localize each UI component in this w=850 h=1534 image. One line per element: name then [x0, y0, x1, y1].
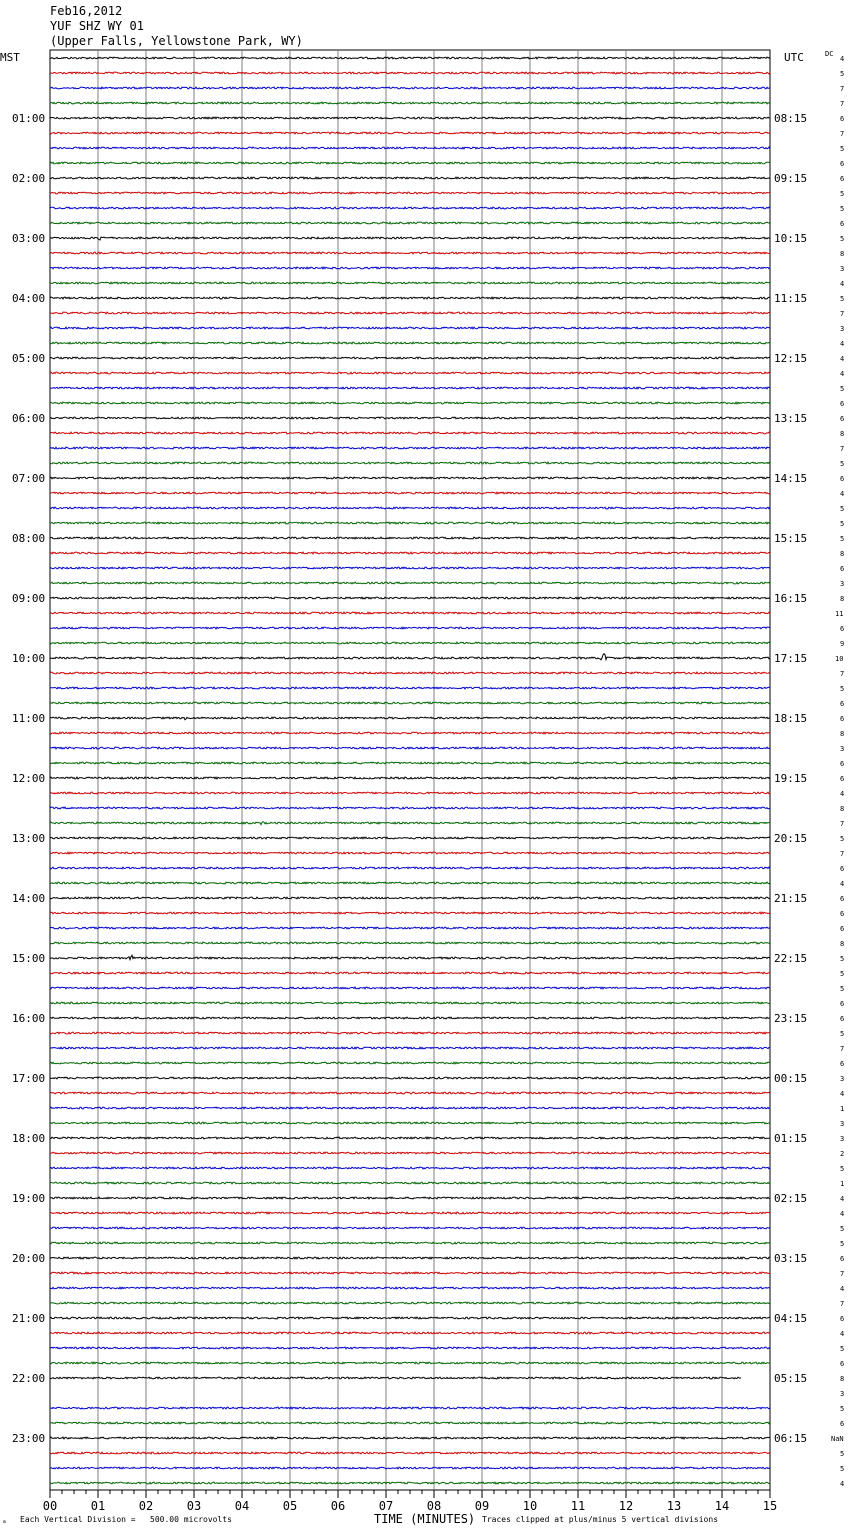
row-value-label: 8	[840, 730, 845, 738]
row-value-label: 4	[840, 1210, 845, 1218]
trace-row-24	[50, 417, 770, 419]
trace-row-52	[50, 837, 770, 839]
x-tick-label: 09	[474, 1499, 490, 1513]
trace-row-28	[50, 477, 770, 479]
trace-row-42	[50, 687, 770, 689]
trace-row-62	[50, 987, 770, 989]
trace-row-95	[50, 1482, 770, 1484]
trace-row-51	[50, 822, 770, 825]
trace-row-26	[50, 447, 770, 449]
row-value-label: 6	[840, 400, 845, 408]
trace-row-53	[50, 852, 770, 854]
x-tick-label: 11	[570, 1499, 586, 1513]
trace-row-30	[50, 507, 770, 509]
row-value-label: 4	[840, 340, 845, 348]
trace-row-14	[50, 267, 770, 269]
dc-label: DC	[825, 50, 834, 58]
trace-row-22	[50, 387, 770, 389]
row-value-label: 6	[840, 475, 845, 483]
utc-hour-label: 22:15	[774, 952, 808, 965]
row-value-label: 7	[840, 1270, 845, 1278]
trace-row-85	[50, 1332, 770, 1334]
utc-hour-label: 19:15	[774, 772, 808, 785]
row-value-label: 1	[840, 1105, 845, 1113]
mst-hour-label: 12:00	[12, 772, 46, 785]
trace-row-43	[50, 702, 770, 704]
row-value-label: 7	[840, 130, 845, 138]
row-value-label: 5	[840, 1450, 845, 1458]
trace-row-13	[50, 252, 770, 254]
utc-hour-label: 16:15	[774, 592, 808, 605]
trace-row-55	[50, 882, 770, 884]
row-value-label: 4	[840, 370, 845, 378]
x-tick-label: 06	[330, 1499, 346, 1513]
row-value-label: 7	[840, 445, 845, 453]
row-value-label: 5	[840, 955, 845, 963]
trace-row-57	[50, 912, 770, 914]
trace-row-37	[50, 612, 770, 614]
mst-axis-label: MST	[0, 51, 20, 64]
row-value-label: 6	[840, 1000, 845, 1008]
mst-hour-label: 22:00	[12, 1372, 46, 1385]
row-value-label: 6	[840, 1315, 845, 1323]
trace-row-78	[50, 1227, 770, 1229]
mst-hour-label: 10:00	[12, 652, 46, 665]
row-value-label: 6	[840, 760, 845, 768]
mst-hour-label: 07:00	[12, 472, 46, 485]
row-value-label: 3	[840, 745, 845, 753]
row-value-label: 5	[840, 70, 845, 78]
row-value-label: 3	[840, 1075, 845, 1083]
utc-hour-label: 02:15	[774, 1192, 808, 1205]
row-value-label: 7	[840, 100, 845, 108]
row-value-label: 4	[840, 1285, 845, 1293]
row-value-label: 4	[840, 55, 845, 63]
row-value-label: 6	[840, 700, 845, 708]
trace-row-60	[50, 955, 770, 959]
row-value-label: 8	[840, 430, 845, 438]
row-value-label: 6	[840, 1255, 845, 1263]
row-value-label: 5	[840, 505, 845, 513]
mst-hour-label: 19:00	[12, 1192, 46, 1205]
trace-row-49	[50, 792, 770, 794]
trace-row-90	[50, 1407, 770, 1409]
trace-row-46	[50, 747, 770, 749]
mst-hour-label: 11:00	[12, 712, 46, 725]
trace-row-93	[50, 1452, 770, 1454]
trace-row-40	[50, 654, 770, 660]
trace-row-63	[50, 1002, 770, 1004]
row-value-label: 4	[840, 1090, 845, 1098]
utc-hour-label: 03:15	[774, 1252, 808, 1265]
trace-row-29	[50, 492, 770, 494]
trace-row-2	[50, 87, 770, 89]
row-value-label: 10	[835, 655, 844, 663]
utc-hour-label: 13:15	[774, 412, 808, 425]
trace-row-91	[50, 1422, 770, 1424]
mst-hour-label: 02:00	[12, 172, 46, 185]
trace-row-81	[50, 1272, 770, 1274]
trace-row-80	[50, 1257, 770, 1259]
row-value-label: 3	[840, 580, 845, 588]
row-value-label: 4	[840, 280, 845, 288]
mst-hour-label: 03:00	[12, 232, 46, 245]
mst-hour-label: 08:00	[12, 532, 46, 545]
trace-row-3	[50, 102, 770, 104]
trace-row-9	[50, 192, 770, 194]
row-value-label: 1	[840, 1180, 845, 1188]
trace-row-74	[50, 1167, 770, 1169]
clip-note: Traces clipped at plus/minus 5 vertical divisions	[482, 1515, 719, 1524]
utc-hour-label: 17:15	[774, 652, 808, 665]
trace-row-16	[50, 297, 770, 299]
row-value-label: 3	[840, 1135, 845, 1143]
x-tick-label: 02	[138, 1499, 154, 1513]
trace-row-18	[50, 327, 770, 329]
row-value-label: 6	[840, 1015, 845, 1023]
row-value-label: 4	[840, 355, 845, 363]
row-value-label: 6	[840, 1420, 845, 1428]
row-value-label: 4	[840, 790, 845, 798]
x-tick-label: 08	[426, 1499, 442, 1513]
trace-row-86	[50, 1347, 770, 1349]
trace-row-0	[50, 57, 770, 59]
row-value-label: 6	[840, 115, 845, 123]
trace-row-58	[50, 927, 770, 929]
row-value-label: 6	[840, 1060, 845, 1068]
utc-hour-label: 18:15	[774, 712, 808, 725]
x-tick-label: 07	[378, 1499, 394, 1513]
trace-row-10	[50, 207, 770, 209]
x-axis-title: TIME (MINUTES)	[374, 1512, 476, 1526]
row-value-label: 8	[840, 550, 845, 558]
utc-hour-label: 04:15	[774, 1312, 808, 1325]
row-value-label: 6	[840, 415, 845, 423]
row-value-label: 5	[840, 190, 845, 198]
utc-hour-label: 00:15	[774, 1072, 808, 1085]
utc-hour-label: 14:15	[774, 472, 808, 485]
row-value-label: 4	[840, 1330, 845, 1338]
row-value-label: 5	[840, 1225, 845, 1233]
row-value-label: 5	[840, 535, 845, 543]
mst-hour-label: 16:00	[12, 1012, 46, 1025]
trace-row-88	[50, 1377, 741, 1379]
row-value-label: 5	[840, 205, 845, 213]
trace-row-23	[50, 402, 770, 404]
mst-hour-label: 09:00	[12, 592, 46, 605]
utc-hour-label: 01:15	[774, 1132, 808, 1145]
trace-row-61	[50, 972, 770, 974]
x-tick-label: 04	[234, 1499, 250, 1513]
mst-hour-label: 01:00	[12, 112, 46, 125]
trace-row-48	[50, 777, 770, 779]
trace-row-20	[50, 357, 770, 359]
row-value-label: 6	[840, 775, 845, 783]
trace-row-38	[50, 627, 770, 629]
row-value-label: 4	[840, 490, 845, 498]
row-value-label: 6	[840, 715, 845, 723]
utc-hour-label: 06:15	[774, 1432, 808, 1445]
mst-hour-label: 15:00	[12, 952, 46, 965]
row-value-label: 5	[840, 970, 845, 978]
trace-row-75	[50, 1182, 770, 1184]
row-value-label: 4	[840, 1480, 845, 1488]
row-value-label: 3	[840, 1120, 845, 1128]
row-value-label: 4	[840, 1195, 845, 1203]
utc-hour-label: 09:15	[774, 172, 808, 185]
row-value-label: 5	[840, 1240, 845, 1248]
x-tick-label: 01	[90, 1499, 106, 1513]
utc-axis-label: UTC	[784, 51, 804, 64]
trace-row-68	[50, 1077, 770, 1079]
mst-hour-label: 17:00	[12, 1072, 46, 1085]
x-tick-label: 10	[522, 1499, 538, 1513]
trace-row-84	[50, 1317, 770, 1319]
utc-hour-label: 11:15	[774, 292, 808, 305]
row-value-label: 6	[840, 895, 845, 903]
row-value-label: 5	[840, 460, 845, 468]
trace-row-56	[50, 897, 770, 899]
trace-row-50	[50, 807, 770, 809]
utc-hour-label: 05:15	[774, 1372, 808, 1385]
row-value-label: 7	[840, 310, 845, 318]
row-value-label: 3	[840, 265, 845, 273]
trace-row-31	[50, 522, 770, 524]
trace-row-44	[50, 717, 770, 720]
row-value-label: 5	[840, 685, 845, 693]
trace-row-94	[50, 1467, 770, 1469]
utc-hour-label: 10:15	[774, 232, 808, 245]
header-station: YUF SHZ WY 01	[50, 19, 144, 33]
trace-row-83	[50, 1302, 770, 1304]
row-value-label: 8	[840, 805, 845, 813]
row-value-label: 5	[840, 145, 845, 153]
trace-row-54	[50, 867, 770, 869]
utc-hour-label: 08:15	[774, 112, 808, 125]
trace-row-64	[50, 1017, 770, 1019]
trace-row-69	[50, 1092, 770, 1094]
x-tick-label: 05	[282, 1499, 298, 1513]
mst-hour-label: 21:00	[12, 1312, 46, 1325]
x-tick-label: 00	[42, 1499, 58, 1513]
trace-row-72	[50, 1137, 770, 1139]
trace-row-45	[50, 732, 770, 734]
row-value-label: 11	[835, 610, 844, 618]
trace-row-67	[50, 1062, 770, 1064]
row-value-label: 5	[840, 1165, 845, 1173]
mst-hour-label: 23:00	[12, 1432, 46, 1445]
row-value-label: 5	[840, 520, 845, 528]
trace-row-7	[50, 162, 770, 164]
trace-row-5	[50, 132, 770, 134]
row-value-label: NaN	[831, 1435, 844, 1443]
trace-row-59	[50, 942, 770, 944]
row-value-label: 6	[840, 625, 845, 633]
corner-mark: ₘ	[2, 1516, 7, 1525]
row-value-label: 5	[840, 235, 845, 243]
row-value-label: 7	[840, 85, 845, 93]
trace-row-41	[50, 672, 770, 674]
x-tick-label: 12	[618, 1499, 634, 1513]
row-value-label: 2	[840, 1150, 845, 1158]
trace-row-27	[50, 462, 770, 464]
row-value-label: 8	[840, 1375, 845, 1383]
row-value-label: 5	[840, 985, 845, 993]
row-value-label: 8	[840, 250, 845, 258]
trace-row-11	[50, 222, 770, 224]
row-value-label: 5	[840, 385, 845, 393]
mst-hour-label: 13:00	[12, 832, 46, 845]
trace-row-32	[50, 537, 770, 539]
row-value-label: 7	[840, 850, 845, 858]
trace-row-6	[50, 147, 770, 149]
trace-row-92	[50, 1437, 770, 1439]
trace-row-12	[50, 237, 770, 240]
x-tick-label: 03	[186, 1499, 202, 1513]
trace-row-71	[50, 1122, 770, 1124]
trace-row-76	[50, 1197, 770, 1199]
trace-row-8	[50, 177, 770, 179]
row-value-label: 6	[840, 1360, 845, 1368]
trace-row-35	[50, 582, 770, 584]
row-value-label: 6	[840, 865, 845, 873]
trace-row-25	[50, 432, 770, 434]
trace-row-73	[50, 1152, 770, 1154]
trace-row-17	[50, 312, 770, 314]
x-tick-label: 15	[762, 1499, 778, 1513]
row-value-label: 6	[840, 565, 845, 573]
row-value-label: 5	[840, 1465, 845, 1473]
row-value-label: 6	[840, 220, 845, 228]
trace-row-19	[50, 342, 770, 344]
header-location: (Upper Falls, Yellowstone Park, WY)	[50, 34, 303, 48]
trace-row-39	[50, 642, 770, 644]
row-value-label: 5	[840, 835, 845, 843]
trace-row-70	[50, 1107, 770, 1109]
trace-row-47	[50, 762, 770, 764]
row-value-label: 8	[840, 940, 845, 948]
mst-hour-label: 18:00	[12, 1132, 46, 1145]
mst-hour-label: 06:00	[12, 412, 46, 425]
row-value-label: 7	[840, 1300, 845, 1308]
trace-row-77	[50, 1212, 770, 1214]
row-value-label: 8	[840, 595, 845, 603]
trace-row-1	[50, 72, 770, 74]
trace-row-34	[50, 567, 770, 569]
x-tick-label: 14	[714, 1499, 730, 1513]
trace-row-33	[50, 552, 770, 554]
trace-row-15	[50, 282, 770, 284]
mst-hour-label: 05:00	[12, 352, 46, 365]
trace-row-21	[50, 372, 770, 374]
mst-hour-label: 04:00	[12, 292, 46, 305]
utc-hour-label: 20:15	[774, 832, 808, 845]
row-value-label: 6	[840, 925, 845, 933]
x-tick-label: 13	[666, 1499, 682, 1513]
trace-row-4	[50, 117, 770, 119]
row-value-label: 5	[840, 1030, 845, 1038]
row-value-label: 3	[840, 1390, 845, 1398]
trace-row-79	[50, 1242, 770, 1244]
trace-row-66	[50, 1047, 770, 1049]
utc-hour-label: 23:15	[774, 1012, 808, 1025]
row-value-label: 6	[840, 160, 845, 168]
row-value-label: 5	[840, 1345, 845, 1353]
row-value-label: 5	[840, 1405, 845, 1413]
mst-hour-label: 14:00	[12, 892, 46, 905]
header-date: Feb16,2012	[50, 4, 123, 18]
row-value-label: 5	[840, 295, 845, 303]
mst-hour-label: 20:00	[12, 1252, 46, 1265]
scale-note: Each Vertical Division = 500.00 microvolts	[20, 1515, 232, 1524]
trace-row-82	[50, 1287, 770, 1289]
row-value-label: 9	[840, 640, 845, 648]
row-value-label: 6	[840, 910, 845, 918]
utc-hour-label: 21:15	[774, 892, 808, 905]
row-value-label: 3	[840, 325, 845, 333]
row-value-label: 7	[840, 820, 845, 828]
utc-hour-label: 15:15	[774, 532, 808, 545]
trace-row-36	[50, 597, 770, 599]
row-value-label: 7	[840, 670, 845, 678]
utc-hour-label: 12:15	[774, 352, 808, 365]
trace-row-87	[50, 1362, 770, 1364]
trace-row-65	[50, 1032, 770, 1034]
row-value-label: 7	[840, 1045, 845, 1053]
row-value-label: 6	[840, 175, 845, 183]
row-value-label: 4	[840, 880, 845, 888]
